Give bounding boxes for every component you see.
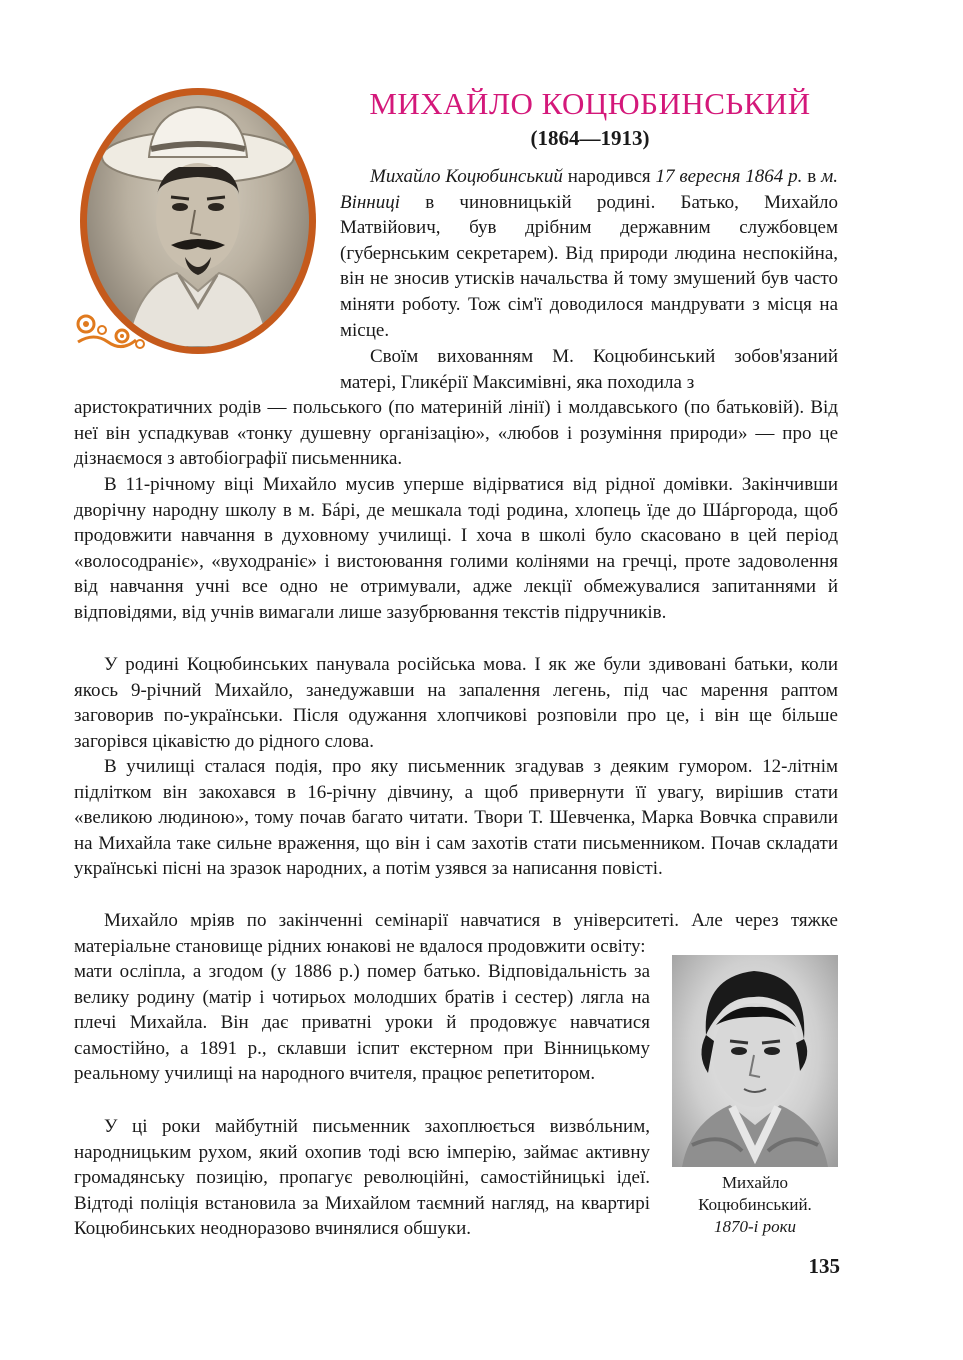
portrait-adult: [74, 88, 326, 360]
boy-portrait-image: [672, 955, 838, 1167]
paragraph-mother-rest: аристократичних родів — польського (по материній лінії) і молдавського (по батьковій). Від неї він успадкував «тонку душевну організацію», «любов і розуміння природи» — про це дізнаємося з автобіографії письменника.: [74, 397, 838, 470]
place-emphasis: м. Вінниці: [340, 166, 838, 213]
portrait-child: [672, 955, 838, 1167]
caption-line-3: 1870-і роки: [713, 1217, 797, 1236]
page-title: МИХАЙЛО КОЦЮБИНСЬКИЙ: [369, 86, 811, 121]
paragraph-university-top: Михайло мріяв по закінченні семінарії навчатися в університеті. Але через тяжке матеріальне становище рідних юнакові не вдалося продовжити освіту:: [74, 910, 838, 957]
paragraph-college: В училищі сталася подія, про яку письменник згадував з деяким гумором. 12-літнім підлітком він закохався в 16-річну дівчину, а щоб привернути її увагу, вирішив стати «великою людиною», тому почав багато читати. Твори Т. Шевченка, Марка Вовчка справили на Михайла таке сильне враження, що він і сам захотів стати письменником. Почав складати українські пісні на зразок народних, а потім узявся за написання повісті.: [74, 756, 838, 880]
page-number: 135: [808, 1254, 840, 1278]
life-years: (1864—1913): [530, 126, 650, 150]
text-span: в чиновницькій родині. Батько, Михайло Матвійович, був дрібним державним службовцем (губернським секретарем). Від природи людина неспокійна, він не зносив утисків начальства й тому змушений був часто міняти роботу. Тож сім'ї доводилося мандрувати з місця на місце.: [340, 191, 838, 341]
paragraph-mother-top: Своїм вихованням М. Коцюбинський зобов'язаний матері, Гликéрії Максимівні, яка походила з: [340, 346, 838, 393]
caption-line-1: Михайло: [721, 1173, 789, 1192]
paragraph-birth: [340, 164, 838, 343]
decorative-swirl-icon: [74, 310, 164, 356]
paragraph-movement: У ці роки майбутній письменник захоплюється визвóльним, народницьким рухом, який охопив тоді всю імперію, займає активну громадянську позицію, пропагує революційні, самостійницькі ідеї. Відтоді поліція встановила за Михайлом таємний нагляд, на квартирі Коцюбинських неодноразово вчинялися обшуки.: [74, 1116, 650, 1240]
photo-caption: [660, 1172, 850, 1238]
date-emphasis: 17 вересня 1864 р.: [655, 166, 803, 187]
paragraph-language: У родині Коцюбинських панувала російська мова. І як же були здивовані батьки, коли якось 9-річний Михайло, занедужавши на запалення легень, під час марення раптом заговорив по-українськи. Після одужання хлопчикові розповіли про це, і він ще більше загорівся цікавістю до рідного слова.: [74, 654, 838, 752]
text-span: в: [802, 166, 822, 187]
name-emphasis: Михайло Коцюбинський: [370, 166, 563, 187]
text-span: народився: [562, 166, 656, 187]
paragraph-university-rest: мати осліпла, а згодом (у 1886 р.) помер батько. Відповідальність за велику родину (матір і чотирьох молодших братів і сестер) лягла на плечі Михайла. Він дає приватні уроки й продовжує навчатися самостійно, а 1891 р., склавши іспит екстерном при Вінницькому реальному училищі на народного вчителя, працює репетитором.: [74, 961, 650, 1085]
caption-line-2: Коцюбинський.: [698, 1195, 812, 1214]
paragraph-school: В 11-річному віці Михайло мусив уперше відірватися від рідної домівки. Закінчивши дворічну народну школу в м. Бáрі, де мешкала тоді родина, хлопець їде до Шáргорода, щоб продовжити навчання в духовному училищі. І хоча в школі було скасовано в цей період «волосодраніє», «вуходраніє» і вистоювання голими колінями на гречці, проте задоволення від навчання учні все одно не отримували, адже лекції обмежувалися запитаннями й відповідями, від учнів вимагали лише зазубрювання текстів підручників.: [74, 474, 838, 623]
